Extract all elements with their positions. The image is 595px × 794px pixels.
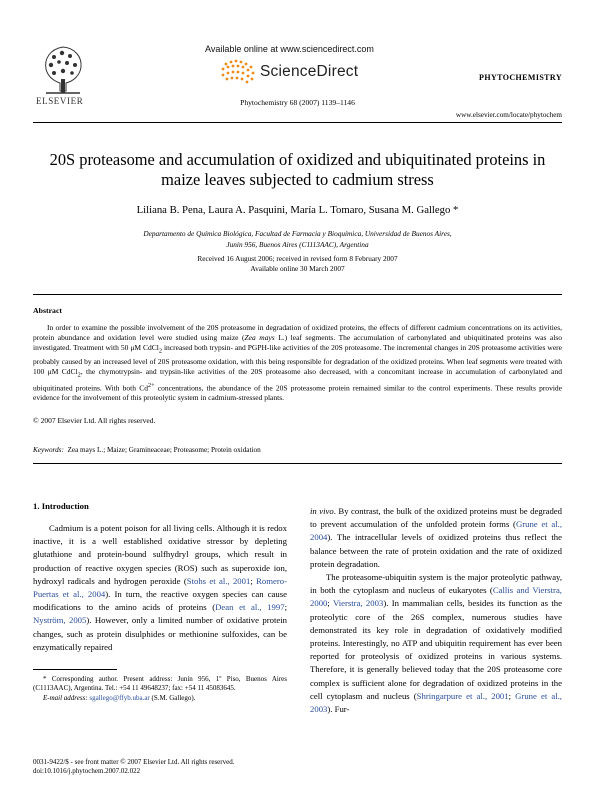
journal-url[interactable]: www.elsevier.com/locate/phytochem (455, 111, 562, 119)
article-dates (40, 254, 555, 274)
separator: ; (250, 575, 257, 586)
footnote-email (33, 694, 287, 703)
separator: ; (327, 598, 333, 609)
paragraph-text: The proteasome-ubiquitin system is the major proteolytic pathway, in both the cytoplasm and nucleus of eukaryotes ( (310, 572, 562, 596)
abstract-text-part: , the chymotrypsin- and trypsin-like activities of the 20S proteasome also decreased, with a concomitant increase in accumulation of carbonylated and ubiquitinated proteins. With both Cd (33, 367, 562, 393)
available-online-text[interactable]: Available online at www.sciencedirect.com (205, 44, 374, 54)
keywords (33, 446, 261, 454)
separator: ; (508, 690, 516, 701)
citation-link[interactable]: Shringarpure et al., 2001 (416, 690, 509, 701)
citation-link[interactable]: Stohs et al., 2001 (186, 575, 251, 586)
abstract-heading: Abstract (33, 306, 63, 315)
subscript: 2 (158, 347, 162, 355)
email-link[interactable]: sgallego@ffyb.uba.ar (89, 693, 150, 702)
keywords-label: Keywords: (33, 446, 64, 454)
article-title: 20S proteasome and accumulation of oxidized and ubiquitinated proteins in maize leaves subjected to cadmium stress (49, 150, 546, 189)
issn-line: 0031-9422/$ - see front matter © 2007 Elsevier Ltd. All rights reserved. (33, 758, 235, 766)
citation-link[interactable]: Vierstra, 2003 (332, 598, 384, 609)
abstract-top-divider (33, 294, 562, 295)
paragraph-text: ). Fur- (327, 704, 350, 715)
abstract-text-part: L.) leaf segments. The accumulation of carbonylated and ubiquitinated proteins was also investigated. Treatment with 50 μM CdCl (33, 333, 563, 353)
paragraph-text: ). However, only a limited number of oxidative protein changes, such as protein disulphides or methionine sulfoxides, can be enzymatically repaired (33, 615, 288, 652)
footnote-text: * Corresponding author. Present address: Junín 956, 1º Piso, Buenos Aires (C1113AAC), Argentina. Tel.: +54 11 49648237; fax: +54 11 45083645. (33, 675, 287, 693)
abstract-text-part: increased both trypsin- and PGPH-like activities of the 20S proteasome. The incremental changes in 20S proteasome activities were probably caused by an increased level of 20S proteasome oxidation, with this being responsible for degradation of the oxidized proteins. When leaf segments were treated with 100 μM CdCl (33, 343, 562, 377)
received-date: Received 16 August 2006; received in revised form 8 February 2007 (197, 254, 398, 263)
affiliation (40, 228, 555, 250)
citation-link[interactable]: Nyström, 2005 (33, 615, 87, 626)
citation-link[interactable]: Grune et al., 2003 (310, 690, 562, 715)
intro-paragraph (310, 571, 562, 716)
header-divider (33, 122, 562, 123)
abstract-text-part: concentrations, the abundance of the 20S proteasome protein remained similar to the control experiments. These results provide evidence for the involvement of this proteolytic system in cadmium-stressed plants. (33, 383, 563, 403)
sciencedirect-wordmark: ScienceDirect (260, 63, 359, 80)
email-suffix: (S.M. Gallego). (149, 693, 196, 702)
paragraph-text: ). In turn, the reactive oxygen species can cause modifications to the amino acids of proteins ( (33, 589, 287, 613)
email-label: E-mail address: (43, 693, 88, 702)
paragraph-text: . By contrast, the bulk of the oxidized proteins must be degraded to prevent accumulation of the unfolded protein forms ( (310, 506, 562, 530)
section-heading: 1. Introduction (33, 501, 89, 511)
citation-link[interactable]: Callis and Vierstra, 2000 (310, 585, 562, 609)
journal-name: PHYTOCHEMISTRY (479, 73, 562, 82)
publisher-name: ELSEVIER (36, 96, 84, 106)
abstract-copyright: © 2007 Elsevier Ltd. All rights reserved. (33, 416, 156, 425)
doi-line[interactable]: doi:10.1016/j.phytochem.2007.02.022 (33, 767, 141, 776)
citation-link[interactable]: Romero-Puertas et al., 2004 (33, 575, 287, 600)
subscript: 2 (77, 371, 81, 379)
intro-paragraph (33, 522, 287, 654)
abstract-text-part: In order to examine the possible involvement of the 20S proteasome in degradation of oxidized proteins, the effects of different cadmium concentrations on its activities, protein abundance and oxidation level were studied using maize ( (33, 323, 562, 343)
affiliation-line-1: Departamento de Química Biológica, Facultad de Farmacia y Bioquímica, Universidad de Buenos Aires, (143, 229, 452, 238)
available-date: Available online 30 March 2007 (250, 264, 345, 273)
affiliation-line-2: Junín 956, Buenos Aires (C1113AAC), Argentina (226, 240, 369, 249)
superscript: 2+ (147, 381, 155, 389)
paragraph-text: ). In mammalian cells, besides its function as the proteolytic core of the 26S complex, numerous studies have demonstrated its key role in degradation of oxidatively modified proteins. Interestingly, no ATP and ubiquitin requirement has ever been reported for proteolysis of oxidized proteins in various systems. Therefore, it is generally believed today that the 20S proteasome core complex is sufficient alone for degradation of oxidized proteins in the cell cytoplasm and nucleus ( (310, 598, 562, 701)
left-column (33, 522, 287, 654)
front-matter-info (33, 758, 234, 777)
journal-citation: Phytochemistry 68 (2007) 1139–1146 (240, 98, 355, 107)
species-name: Zea mays (244, 333, 275, 343)
abstract-bottom-divider (33, 463, 562, 464)
italic-term: in vivo (310, 506, 334, 516)
right-column (310, 505, 562, 716)
citation-link[interactable]: Dean et al., 1997 (215, 602, 285, 613)
corresponding-author-footnote (33, 675, 287, 703)
citation-link[interactable]: Grune et al., 2004 (310, 519, 563, 543)
elsevier-tree-logo (38, 43, 88, 95)
footnote-divider (33, 669, 117, 670)
author-list: Liliana B. Pena, Laura A. Pasquini, María L. Tomaro, Susana M. Gallego * (136, 204, 459, 216)
abstract-text (33, 323, 562, 404)
keywords-list: Zea mays L.; Maize; Gramineaceae; Proteasome; Protein oxidation (67, 446, 261, 454)
intro-paragraph-continued (310, 505, 562, 571)
paragraph-text: ). The intracellular levels of oxidized proteins thus reflect the balance between the rate of protein oxidation and the rate of oxidized protein degradation. (310, 532, 562, 569)
separator: ; (284, 602, 287, 613)
paragraph-text: Cadmium is a potent poison for all living cells. Although it is redox inactive, it is a well established oxidative stressor by depleting glutathione and protein-bound sulfhydryl groups, which result in production of reactive oxygen species (ROS) such as superoxide ion, hydroxyl radicals and hydrogen peroxide ( (33, 523, 287, 586)
